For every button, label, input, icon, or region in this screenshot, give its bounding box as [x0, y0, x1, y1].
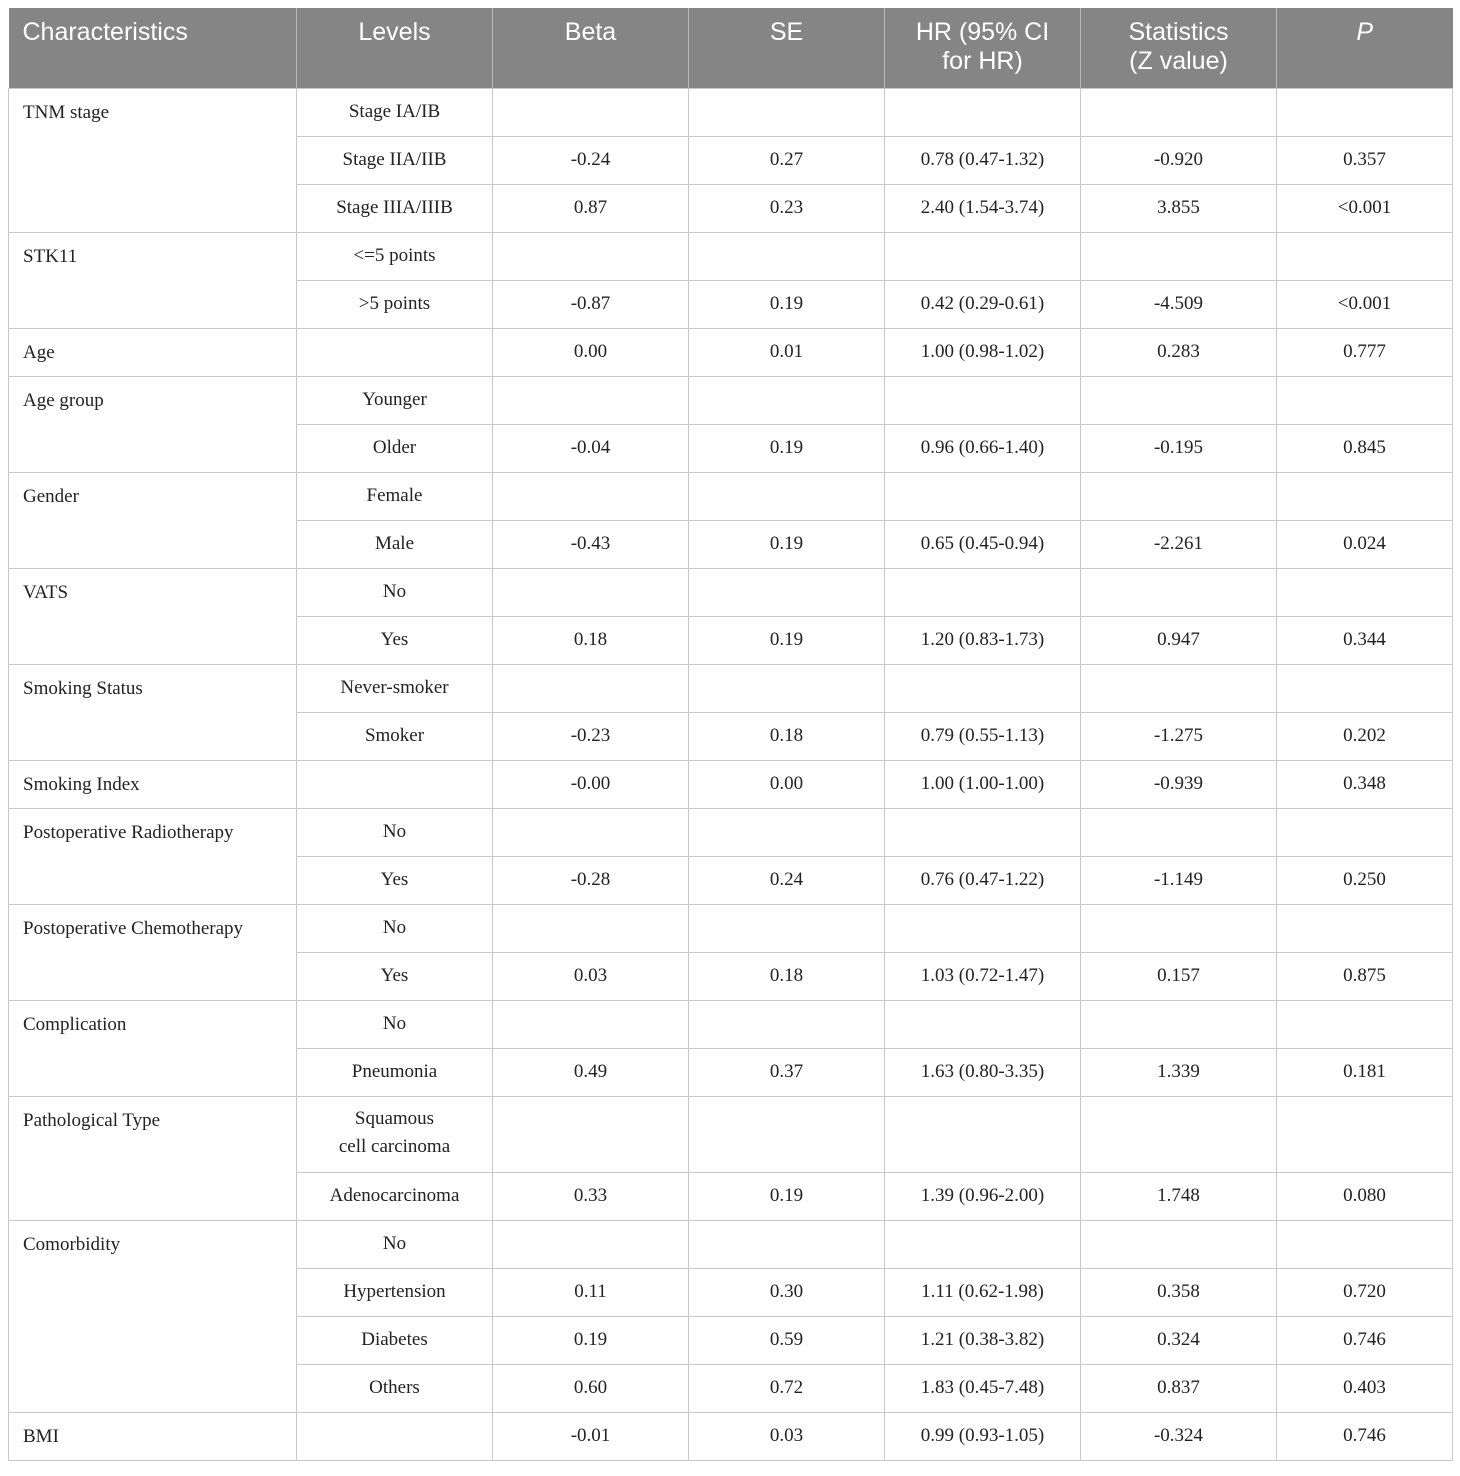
se-cell: 0.59 [689, 1316, 885, 1364]
level-text: Squamous [354, 1107, 435, 1129]
table-row [9, 1220, 1453, 1268]
beta-cell [493, 376, 689, 424]
p-cell: <0.001 [1277, 280, 1453, 328]
z-cell: -0.195 [1081, 424, 1277, 472]
hr-cell [885, 88, 1081, 136]
beta-cell: -0.23 [493, 712, 689, 760]
z-cell [1081, 88, 1277, 136]
hr-cell [885, 1000, 1081, 1048]
p-cell [1277, 904, 1453, 952]
header-label: Levels [358, 18, 431, 46]
z-cell [1081, 232, 1277, 280]
se-cell [689, 568, 885, 616]
header-label: HR (95% CI [915, 18, 1050, 46]
se-cell: 0.24 [689, 856, 885, 904]
level-cell: No [297, 568, 493, 616]
level-cell: <=5 points [297, 232, 493, 280]
beta-cell: 0.60 [493, 1364, 689, 1412]
header-characteristics [9, 8, 297, 88]
p-cell: 0.746 [1277, 1412, 1453, 1460]
table-row [9, 760, 1453, 808]
table-row [9, 232, 1453, 280]
hr-cell [885, 472, 1081, 520]
beta-cell: -0.87 [493, 280, 689, 328]
z-cell [1081, 1000, 1277, 1048]
se-cell: 0.18 [689, 712, 885, 760]
p-cell: 0.357 [1277, 136, 1453, 184]
level-cell: Diabetes [297, 1316, 493, 1364]
se-cell: 0.18 [689, 952, 885, 1000]
level-cell: Older [297, 424, 493, 472]
header-beta [493, 8, 689, 88]
p-cell: 0.181 [1277, 1048, 1453, 1096]
hr-cell: 1.63 (0.80-3.35) [885, 1048, 1081, 1096]
p-cell: 0.875 [1277, 952, 1453, 1000]
se-cell [689, 376, 885, 424]
level-cell: Hypertension [297, 1268, 493, 1316]
level-cell: Male [297, 520, 493, 568]
p-cell [1277, 472, 1453, 520]
hr-cell [885, 904, 1081, 952]
table-header [9, 8, 1453, 88]
z-cell: 3.855 [1081, 184, 1277, 232]
p-cell [1277, 88, 1453, 136]
se-cell: 0.72 [689, 1364, 885, 1412]
characteristic-cell: Postoperative Chemotherapy [9, 904, 297, 1000]
characteristic-cell: VATS [9, 568, 297, 664]
hr-cell [885, 1220, 1081, 1268]
se-cell [689, 472, 885, 520]
p-cell: 0.845 [1277, 424, 1453, 472]
p-cell [1277, 1220, 1453, 1268]
header-label-line2: (Z value) [1129, 47, 1228, 75]
level-cell: No [297, 904, 493, 952]
level-cell: Others [297, 1364, 493, 1412]
p-cell: 0.250 [1277, 856, 1453, 904]
header-label: SE [769, 18, 804, 46]
level-cell: Yes [297, 616, 493, 664]
table-row [9, 376, 1453, 424]
p-cell: 0.202 [1277, 712, 1453, 760]
p-cell [1277, 568, 1453, 616]
hr-cell: 1.21 (0.38-3.82) [885, 1316, 1081, 1364]
z-cell: 0.947 [1081, 616, 1277, 664]
characteristic-cell: Smoking Status [9, 664, 297, 760]
characteristic-cell: Age group [9, 376, 297, 472]
p-cell: 0.348 [1277, 760, 1453, 808]
z-cell [1081, 664, 1277, 712]
p-cell: 0.720 [1277, 1268, 1453, 1316]
level-cell: Yes [297, 856, 493, 904]
header-levels [297, 8, 493, 88]
se-cell [689, 1096, 885, 1172]
header-se [689, 8, 885, 88]
hr-cell: 1.83 (0.45-7.48) [885, 1364, 1081, 1412]
se-cell [689, 88, 885, 136]
beta-cell: 0.00 [493, 328, 689, 376]
p-cell [1277, 1096, 1453, 1172]
beta-cell [493, 232, 689, 280]
se-cell: 0.19 [689, 424, 885, 472]
characteristic-cell: Age [9, 328, 297, 376]
se-cell: 0.01 [689, 328, 885, 376]
beta-cell [493, 1220, 689, 1268]
beta-cell: -0.43 [493, 520, 689, 568]
characteristic-cell: Smoking Index [9, 760, 297, 808]
hr-cell [885, 568, 1081, 616]
z-cell [1081, 1220, 1277, 1268]
se-cell: 0.19 [689, 280, 885, 328]
z-cell [1081, 472, 1277, 520]
beta-cell: 0.18 [493, 616, 689, 664]
se-cell [689, 664, 885, 712]
level-cell: Never-smoker [297, 664, 493, 712]
p-cell [1277, 808, 1453, 856]
hr-cell: 0.76 (0.47-1.22) [885, 856, 1081, 904]
beta-cell: 0.33 [493, 1172, 689, 1220]
characteristic-cell: Comorbidity [9, 1220, 297, 1412]
hr-cell: 1.00 (0.98-1.02) [885, 328, 1081, 376]
level-cell: Younger [297, 376, 493, 424]
se-cell: 0.00 [689, 760, 885, 808]
hr-cell: 1.20 (0.83-1.73) [885, 616, 1081, 664]
se-cell: 0.19 [689, 616, 885, 664]
header-p [1277, 8, 1453, 88]
hr-cell: 2.40 (1.54-3.74) [885, 184, 1081, 232]
level-cell: Pneumonia [297, 1048, 493, 1096]
hr-cell [885, 664, 1081, 712]
se-cell [689, 808, 885, 856]
se-cell [689, 232, 885, 280]
level-text-line2: cell carcinoma [338, 1135, 451, 1157]
p-cell: <0.001 [1277, 184, 1453, 232]
hr-cell [885, 232, 1081, 280]
characteristic-cell: Gender [9, 472, 297, 568]
z-cell: 0.358 [1081, 1268, 1277, 1316]
hr-cell: 0.99 (0.93-1.05) [885, 1412, 1081, 1460]
beta-cell: -0.28 [493, 856, 689, 904]
beta-cell: -0.01 [493, 1412, 689, 1460]
se-cell: 0.30 [689, 1268, 885, 1316]
header-label: Characteristics [22, 18, 188, 46]
se-cell: 0.23 [689, 184, 885, 232]
level-cell: No [297, 808, 493, 856]
cox-regression-table-container [8, 8, 1452, 1461]
p-cell: 0.344 [1277, 616, 1453, 664]
table-body [9, 88, 1453, 1460]
table-row [9, 664, 1453, 712]
characteristic-cell: STK11 [9, 232, 297, 328]
header-label-line2: for HR) [942, 47, 1023, 75]
z-cell: -0.324 [1081, 1412, 1277, 1460]
beta-cell [493, 904, 689, 952]
characteristic-cell: Pathological Type [9, 1096, 297, 1220]
beta-cell [493, 808, 689, 856]
z-cell: 1.748 [1081, 1172, 1277, 1220]
beta-cell: -0.00 [493, 760, 689, 808]
characteristic-cell: BMI [9, 1412, 297, 1460]
level-cell: >5 points [297, 280, 493, 328]
header-row [9, 8, 1453, 88]
beta-cell [493, 472, 689, 520]
hr-cell: 1.11 (0.62-1.98) [885, 1268, 1081, 1316]
level-cell: Adenocarcinoma [297, 1172, 493, 1220]
hr-cell [885, 808, 1081, 856]
se-cell [689, 904, 885, 952]
z-cell: -0.920 [1081, 136, 1277, 184]
table-row [9, 808, 1453, 856]
beta-cell: -0.04 [493, 424, 689, 472]
hr-cell: 0.96 (0.66-1.40) [885, 424, 1081, 472]
z-cell: -1.275 [1081, 712, 1277, 760]
se-cell [689, 1220, 885, 1268]
hr-cell: 0.42 (0.29-0.61) [885, 280, 1081, 328]
z-cell: 1.339 [1081, 1048, 1277, 1096]
se-cell: 0.37 [689, 1048, 885, 1096]
characteristic-cell: Complication [9, 1000, 297, 1096]
beta-cell [493, 664, 689, 712]
z-cell: -4.509 [1081, 280, 1277, 328]
z-cell: 0.837 [1081, 1364, 1277, 1412]
beta-cell [493, 88, 689, 136]
p-cell [1277, 1000, 1453, 1048]
level-cell: No [297, 1220, 493, 1268]
hr-cell [885, 1096, 1081, 1172]
p-cell: 0.746 [1277, 1316, 1453, 1364]
beta-cell: 0.49 [493, 1048, 689, 1096]
z-cell: -0.939 [1081, 760, 1277, 808]
z-cell [1081, 376, 1277, 424]
hr-cell: 0.65 (0.45-0.94) [885, 520, 1081, 568]
p-cell [1277, 664, 1453, 712]
hr-cell: 1.00 (1.00-1.00) [885, 760, 1081, 808]
beta-cell: 0.87 [493, 184, 689, 232]
level-cell: Stage IIIA/IIIB [297, 184, 493, 232]
table-row [9, 904, 1453, 952]
beta-cell [493, 1096, 689, 1172]
header-hr [885, 8, 1081, 88]
level-cell: Smoker [297, 712, 493, 760]
beta-cell: 0.11 [493, 1268, 689, 1316]
se-cell [689, 1000, 885, 1048]
characteristic-cell: Postoperative Radiotherapy [9, 808, 297, 904]
hr-cell: 1.03 (0.72-1.47) [885, 952, 1081, 1000]
z-cell: 0.324 [1081, 1316, 1277, 1364]
level-cell [297, 760, 493, 808]
header-label: P [1356, 18, 1374, 46]
table-row [9, 328, 1453, 376]
z-cell [1081, 808, 1277, 856]
p-cell [1277, 232, 1453, 280]
level-cell: Stage IIA/IIB [297, 136, 493, 184]
z-cell: -1.149 [1081, 856, 1277, 904]
cox-regression-table [8, 8, 1453, 1461]
level-cell [297, 1412, 493, 1460]
p-cell: 0.403 [1277, 1364, 1453, 1412]
p-cell: 0.080 [1277, 1172, 1453, 1220]
table-row [9, 1000, 1453, 1048]
z-cell [1081, 904, 1277, 952]
se-cell: 0.19 [689, 520, 885, 568]
hr-cell: 1.39 (0.96-2.00) [885, 1172, 1081, 1220]
table-row [9, 1096, 1453, 1172]
header-label: Statistics [1128, 18, 1229, 46]
table-row [9, 1412, 1453, 1460]
header-statistics [1081, 8, 1277, 88]
beta-cell [493, 1000, 689, 1048]
hr-cell: 0.78 (0.47-1.32) [885, 136, 1081, 184]
se-cell: 0.19 [689, 1172, 885, 1220]
z-cell [1081, 568, 1277, 616]
z-cell: 0.157 [1081, 952, 1277, 1000]
beta-cell: -0.24 [493, 136, 689, 184]
beta-cell: 0.03 [493, 952, 689, 1000]
se-cell: 0.27 [689, 136, 885, 184]
table-row [9, 88, 1453, 136]
level-cell: Stage IA/IB [297, 88, 493, 136]
se-cell: 0.03 [689, 1412, 885, 1460]
table-row [9, 472, 1453, 520]
beta-cell: 0.19 [493, 1316, 689, 1364]
p-cell: 0.024 [1277, 520, 1453, 568]
p-cell [1277, 376, 1453, 424]
header-label: Beta [564, 18, 617, 46]
beta-cell [493, 568, 689, 616]
table-row [9, 568, 1453, 616]
level-cell: Yes [297, 952, 493, 1000]
level-cell [297, 1096, 493, 1172]
z-cell [1081, 1096, 1277, 1172]
z-cell: -2.261 [1081, 520, 1277, 568]
level-cell [297, 328, 493, 376]
characteristic-cell: TNM stage [9, 88, 297, 232]
level-cell: Female [297, 472, 493, 520]
z-cell: 0.283 [1081, 328, 1277, 376]
hr-cell: 0.79 (0.55-1.13) [885, 712, 1081, 760]
p-cell: 0.777 [1277, 328, 1453, 376]
level-cell: No [297, 1000, 493, 1048]
hr-cell [885, 376, 1081, 424]
